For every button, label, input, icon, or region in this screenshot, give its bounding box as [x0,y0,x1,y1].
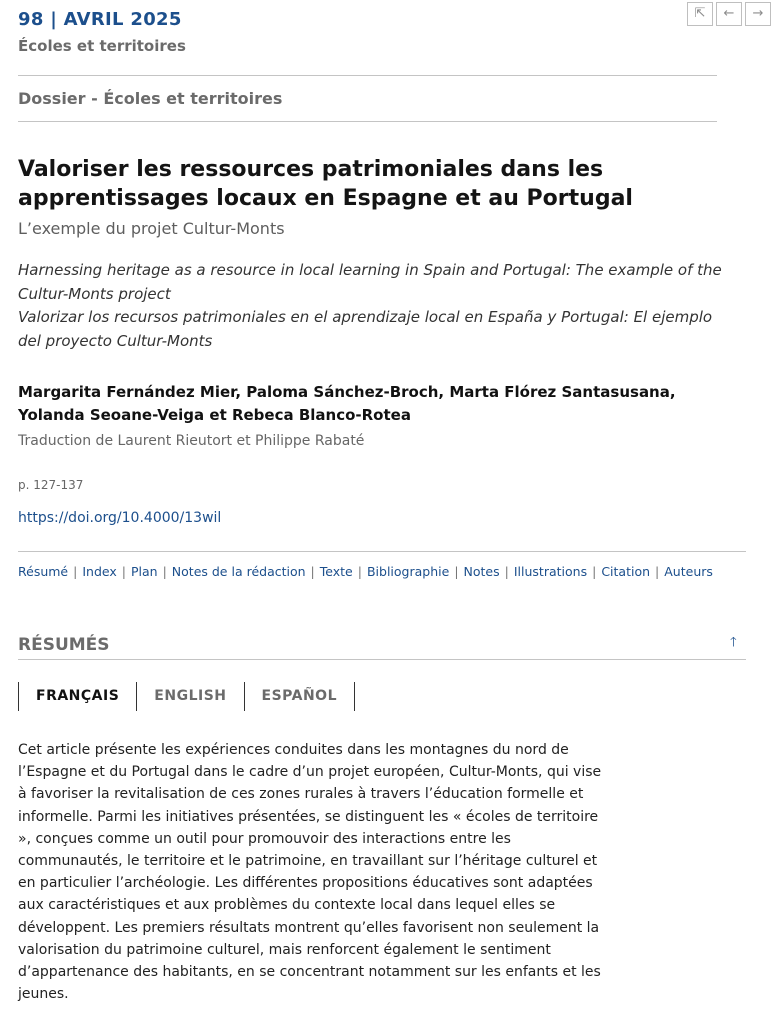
issue-subtitle[interactable]: Écoles et territoires [18,37,186,55]
resumes-heading: RÉSUMÉS [18,635,110,655]
toc-link-texte[interactable]: Texte [319,564,353,579]
article-subtitle: L’exemple du projet Cultur-Monts [18,219,285,238]
toc-divider [18,551,746,552]
article-authors[interactable]: Margarita Fernández Mier, Paloma Sánchez-Broch, Marta Flórez Santasusana, Yolanda Seoane-Veiga et Rebeca Blanco-Rotea [18,383,676,424]
language-tabs [18,682,354,711]
toc-link-notes[interactable]: Notes [463,564,500,579]
toc-link-resume[interactable]: Résumé [18,564,69,579]
page-range: p. 127-137 [18,478,84,492]
section-label[interactable]: Dossier - Écoles et territoires [18,89,283,108]
alt-title-spanish: Valorizar los recursos patrimoniales en el aprendizaje local en España y Portugal: El ejemplo del proyecto Cultur-Monts [18,308,713,350]
toc-link-index[interactable]: Index [82,564,117,579]
header-divider [18,75,717,76]
issue-label[interactable]: 98 | AVRIL 2025 [18,9,182,30]
navigation-buttons [687,2,771,26]
toc-link-auteurs[interactable]: Auteurs [664,564,713,579]
table-of-contents: Résumé | Index | Plan | Notes de la rédaction | Texte | Bibliographie | Notes | Illustrations | Citation | Auteurs [18,564,713,579]
toc-link-plan[interactable]: Plan [130,564,158,579]
arrow-right-icon[interactable]: → [745,2,771,26]
alternate-titles [18,259,738,353]
doi-link[interactable]: https://doi.org/10.4000/13wil [18,510,222,526]
toc-link-bibliographie[interactable]: Bibliographie [366,564,450,579]
toc-link-notes-redaction[interactable]: Notes de la rédaction [171,564,306,579]
arrow-left-icon[interactable]: ← [716,2,742,26]
section-divider [18,121,717,122]
abstract-text: Cet article présente les expériences conduites dans les montagnes du nord de l’Espagne et du Portugal dans le cadre d’un projet européen, Cultur-Monts, qui vise à favoriser la revitalisation de ces zones rurales à travers l’éducation formelle et informelle. Parmi les initiatives présentées, se distinguent les « écoles de territoire », conçues comme un outil pour promouvoir des interactions entre les communautés, le territoire et le patrimoine, en travaillant sur l’héritage culturel et en particulier l’archéologie. Les différentes propositions éducatives sont adaptées aux caractéristiques et aux problèmes du contexte local dans lequel elles se développent. Les premiers résultats montrent qu’elles favorisent non seulement la valorisation du patrimoine culturel, mais renforcent également le sentiment d’appartenance des habitants, en se concentrant notamment sur les enfants et les jeunes. [18,742,602,1003]
first-page-icon[interactable]: ⇱ [687,2,713,26]
translation-credit: Traduction de Laurent Rieutort et Philippe Rabaté [18,433,365,449]
toc-link-illustrations[interactable]: Illustrations [513,564,588,579]
article-title: Valoriser les ressources patrimoniales dans les apprentissages locaux en Espagne et au Portugal [18,157,633,211]
tab-francais[interactable]: FRANÇAIS [18,682,137,711]
tab-english[interactable]: ENGLISH [136,682,244,711]
tab-espanol[interactable]: ESPAÑOL [244,682,356,711]
back-to-top-icon[interactable]: 🡑 [730,635,737,650]
toc-link-citation[interactable]: Citation [601,564,651,579]
resumes-divider [18,659,746,660]
alt-title-english: Harnessing heritage as a resource in local learning in Spain and Portugal: The example of the Cultur-Monts project [18,261,722,303]
